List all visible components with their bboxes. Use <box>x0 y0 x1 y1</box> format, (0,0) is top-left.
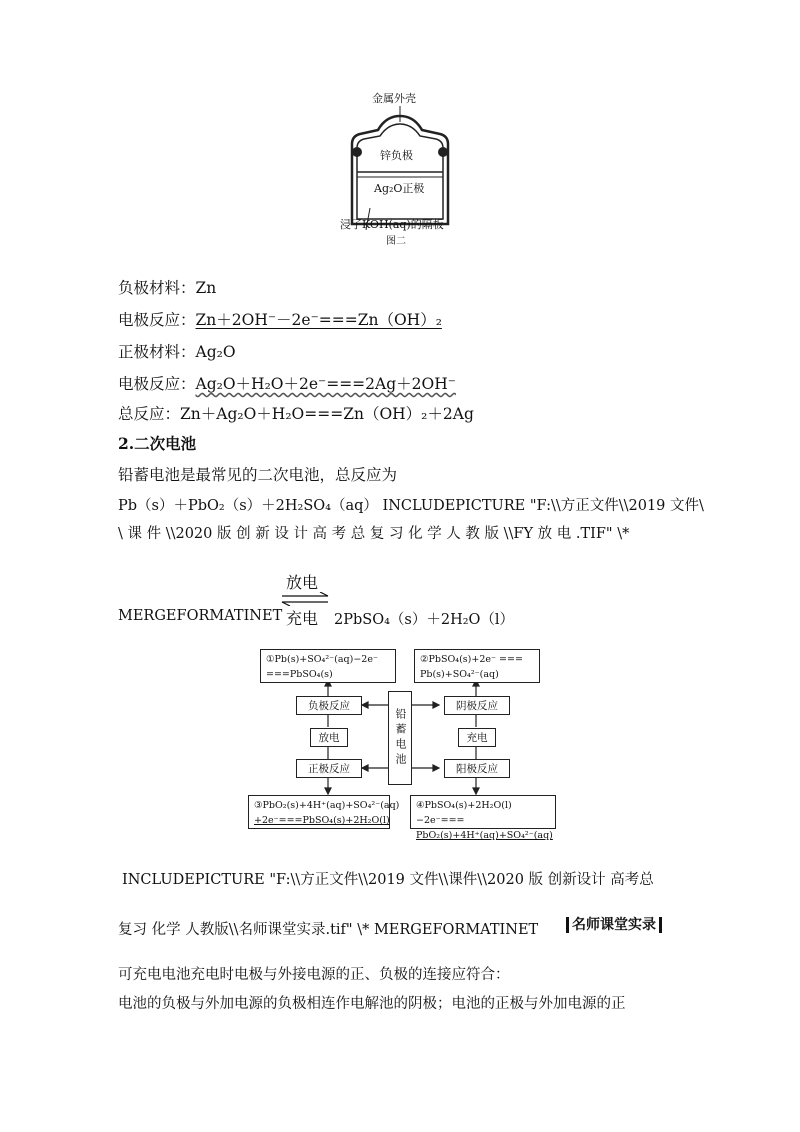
equation-box-1 <box>260 649 396 683</box>
arrow-bottom-label: 充电 <box>286 609 319 628</box>
formula-line-2: \ 课 件 \\2020 版 创 新 设 计 高 考 总 复 习 化 学 人 教 版 \\FY 放 电 .TIF" \* <box>118 526 630 542</box>
neg-material-value: Zn <box>195 279 217 297</box>
label-separator: 浸了KOH(aq)的隔板 <box>340 218 444 231</box>
equation-box-3 <box>248 795 400 829</box>
charge-box: 充电 <box>458 728 496 747</box>
electrode-reaction-1 <box>118 308 442 330</box>
paragraph-line-2: 电池的负极与外加电源的负极相连作电解池的阴极；电池的正极与外加电源的正 <box>118 996 626 1012</box>
cathode-reaction-box: 阴极反应 <box>444 696 510 715</box>
anode-reaction-box: 阳极反应 <box>444 759 510 778</box>
label-ag2o-cathode: Ag₂O正极 <box>374 182 425 195</box>
positive-reaction-box: 正极反应 <box>296 759 362 778</box>
electrode-reaction-equation: Zn＋2OH⁻－2e⁻===Zn（OH）₂ <box>195 311 442 329</box>
total-reaction-label: 总反应： <box>118 405 181 423</box>
include-line-1: INCLUDEPICTURE "F:\\方正文件\\2019 文件\\课件\\2020 版 创新设计 高考总 <box>122 872 654 888</box>
equation-box-3-line-2: +2e⁻===PbSO₄(s)+2H₂O(l) <box>254 815 390 826</box>
neg-material-line <box>118 276 216 298</box>
formula-line-1: Pb（s）＋PbO₂（s）＋2H₂SO₄（aq） INCLUDEPICTURE "F:\\方正文件\\2019 文件\ <box>118 498 704 514</box>
equation-box-2 <box>414 649 540 683</box>
equation-box-4-line-1: ④PbSO₄(s)+2H₂O(l)−2e⁻=== <box>416 800 512 826</box>
label-zinc-anode: 锌负极 <box>380 149 413 162</box>
equation-box-2-line-1: ②PbSO₄(s)+2e⁻ === <box>420 654 523 665</box>
pos-material-line <box>118 340 236 362</box>
lead-battery-center-box <box>388 691 412 785</box>
negative-reaction-box: 负极反应 <box>296 696 362 715</box>
electrode-reaction-equation: Ag₂O＋H₂O＋2e⁻===2Ag＋2OH⁻ <box>195 375 456 393</box>
label-metal-shell: 金属外壳 <box>372 92 416 105</box>
classroom-record-badge: 名师课堂实录 <box>566 917 662 933</box>
neg-material-label: 负极材料： <box>118 279 196 297</box>
figure-caption: 图二 <box>386 236 406 247</box>
electrode-reaction-label: 电极反应： <box>118 375 196 393</box>
equation-box-4 <box>410 795 556 841</box>
electrode-reaction-label: 电极反应： <box>118 311 196 329</box>
button-cell-diagram <box>330 92 470 252</box>
section-heading: 2.二次电池 <box>118 434 197 453</box>
equation-box-1-line-2: ===PbSO₄(s) <box>266 669 333 680</box>
equation-box-1-line-1: ①Pb(s)+SO₄²⁻(aq)−2e⁻ <box>266 654 378 665</box>
equation-box-2-line-2: Pb(s)+SO₄²⁻(aq) <box>420 669 499 680</box>
double-arrow-icon <box>280 592 330 606</box>
reversible-arrow <box>280 570 330 630</box>
paragraph-line-1: 可充电电池充电时电极与外接电源的正、负极的连接应符合： <box>118 967 510 983</box>
electrode-reaction-2 <box>118 372 456 394</box>
equation-box-4-line-2: PbO₂(s)+4H⁺(aq)+SO₄²⁻(aq) <box>416 830 553 841</box>
equation-box-3-line-1: ③PbO₂(s)+4H⁺(aq)+SO₄²⁻(aq) <box>254 800 400 811</box>
pos-material-label: 正极材料： <box>118 343 196 361</box>
total-reaction-line <box>118 402 474 424</box>
lead-battery-center-label: 铅蓄电池 <box>394 708 407 768</box>
pos-material-value: Ag₂O <box>195 343 236 361</box>
arrow-top-label: 放电 <box>286 573 319 592</box>
discharge-box: 放电 <box>310 728 348 747</box>
lead-battery-diagram <box>240 645 560 841</box>
include-line-2: 复习 化学 人教版\\名师课堂实录.tif" \* MERGEFORMATINET <box>118 922 539 938</box>
total-reaction-equation: Zn＋Ag₂O＋H₂O===Zn（OH）₂＋2Ag <box>180 405 474 423</box>
intro-text: 铅蓄电池是最常见的二次电池，总反应为 <box>118 466 398 484</box>
merge-suffix: 2PbSO₄（s）＋2H₂O（l） <box>334 612 515 628</box>
merge-prefix: MERGEFORMATINET <box>118 608 283 624</box>
